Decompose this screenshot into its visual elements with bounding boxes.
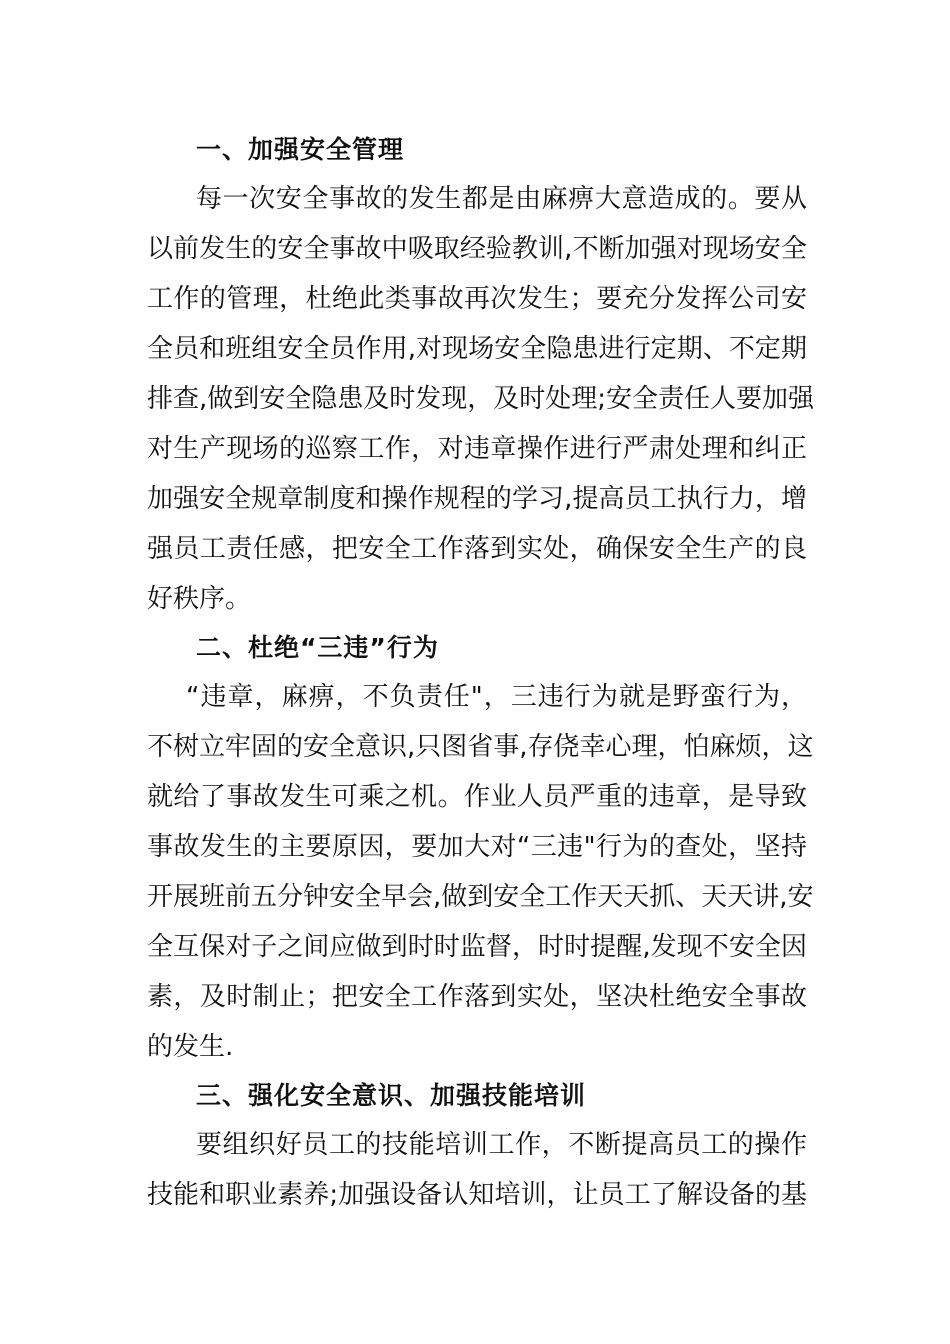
paragraph-line: 要组织好员工的技能培训工作，不断提高员工的操作	[196, 1130, 807, 1160]
paragraph-line: 好秩序。	[147, 584, 252, 614]
paragraph-line: 全员和班组安全员作用,对现场安全隐患进行定期、不定期	[147, 334, 807, 364]
paragraph-line: 的发生.	[147, 1032, 234, 1062]
paragraph-line: 每一次安全事故的发生都是由麻痹大意造成的。要从	[196, 184, 807, 214]
paragraph-line: 工作的管理，杜绝此类事故再次发生；要充分发挥公司安	[147, 284, 807, 314]
paragraph-line: 开展班前五分钟安全早会,做到安全工作天天抓、天天讲,安	[147, 882, 814, 912]
section-heading: 二、杜绝“三违”行为	[196, 633, 439, 662]
paragraph-line: 就给了事故发生可乘之机。作业人员严重的违章，是导致	[147, 782, 807, 812]
paragraph-line: 对生产现场的巡察工作，对违章操作进行严肃处理和纠正	[147, 434, 807, 464]
paragraph-line: 加强安全规章制度和操作规程的学习,提高员工执行力，增	[147, 484, 807, 514]
paragraph-line: 强员工责任感，把安全工作落到实处，确保安全生产的良	[147, 534, 807, 564]
paragraph-line: 不树立牢固的安全意识,只图省事,存侥幸心理，怕麻烦，这	[147, 732, 814, 762]
section-heading: 一、加强安全管理	[196, 135, 405, 164]
section-heading: 三、强化安全意识、加强技能培训	[196, 1081, 587, 1110]
paragraph-line: 全互保对子之间应做到时时监督，时时提醒,发现不安全因	[147, 932, 807, 962]
paragraph-line: 以前发生的安全事故中吸取经验教训,不断加强对现场安全	[147, 234, 807, 264]
paragraph-line: 排查,做到安全隐患及时发现，及时处理;安全责任人要加强	[147, 384, 815, 414]
paragraph-line: “违章，麻痹，不负责任"，三违行为就是野蛮行为，	[186, 682, 807, 712]
paragraph-line: 素，及时制止；把安全工作落到实处，坚决杜绝安全事故	[147, 982, 807, 1012]
paragraph-line: 事故发生的主要原因，要加大对“三违"行为的查处，坚持	[147, 832, 807, 862]
paragraph-line: 技能和职业素养;加强设备认知培训，让员工了解设备的基	[147, 1180, 807, 1210]
